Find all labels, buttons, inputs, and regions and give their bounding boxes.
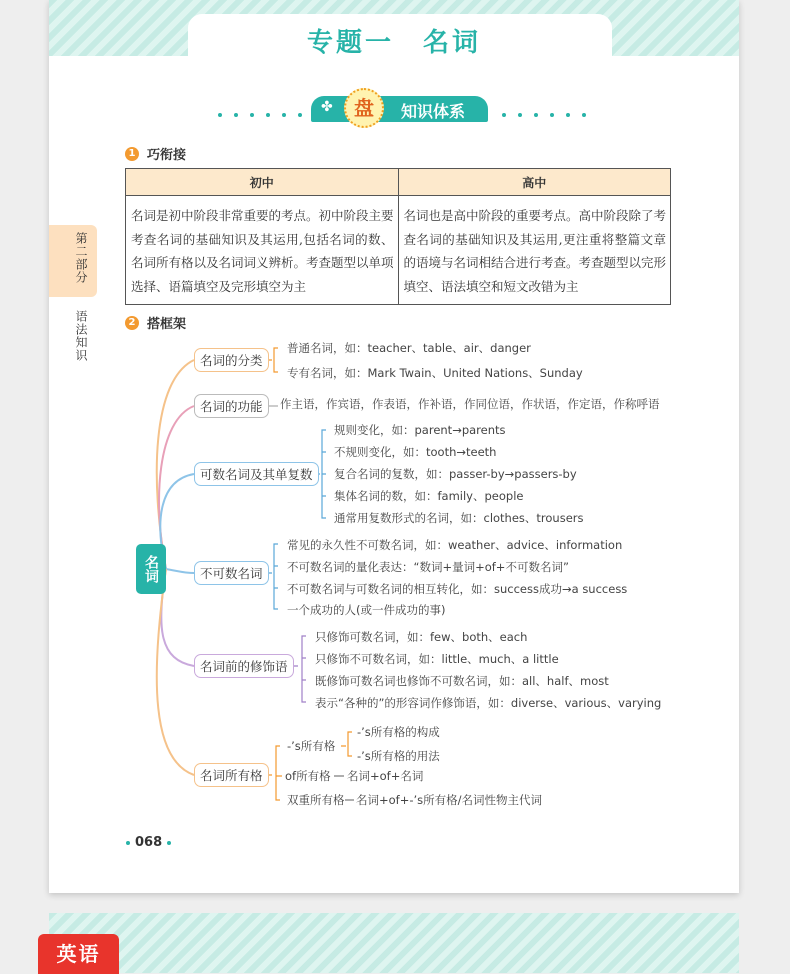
mindmap-root: 名词 xyxy=(136,544,166,594)
banner-label: 知识体系 xyxy=(401,102,466,121)
table-cell-senior: 名词也是高中阶段的重要考点。高中阶段除了考查名词的基础知识及其运用,更注重将整篇文章的语境与名词相结合进行考查。考查题型以完形填空、语法填空和短文改错为主 xyxy=(398,196,671,305)
next-page-header xyxy=(49,913,739,973)
part-label: 第二部分 xyxy=(74,232,88,284)
table-header-senior: 高中 xyxy=(398,169,671,196)
leaf-item: 双重所有格 xyxy=(287,793,345,807)
mindmap-node-possessive: 名词所有格 xyxy=(194,763,269,787)
page-number-text: 068 xyxy=(135,835,163,850)
banner-circle: 盘 xyxy=(344,88,384,128)
leaf-item: 常见的永久性不可数名词，如：weather、advice、information xyxy=(287,538,623,552)
section-label-2: 搭框架 xyxy=(147,317,187,332)
branch-line-5 xyxy=(161,569,194,666)
leaf-item: 名词+of+-’s所有格/名词性物主代词 xyxy=(356,793,543,807)
leaf-item: 规则变化，如：parent→parents xyxy=(334,423,506,437)
bracket-5 xyxy=(292,636,306,702)
mindmap-node-countable: 可数名词及其单复数 xyxy=(194,462,319,486)
leaf-item: 专有名词，如：Mark Twain、United Nations、Sunday xyxy=(287,366,583,380)
table-cell-junior: 名词是初中阶段非常重要的考点。初中阶段主要考查名词的基础知识及其运用,包括名词的数、名词所有格以及名词词义辨析。考查题型以单项选择、语篇填空及完形填空为主 xyxy=(126,196,399,305)
leaf-item: 一个成功的人(或一件成功的事) xyxy=(287,603,446,617)
leaf-item: 作主语，作宾语，作表语，作补语，作同位语，作状语，作定语，作称呼语 xyxy=(280,397,660,411)
leaf-item: 不可数名词与可数名词的相互转化，如：success成功→a success xyxy=(287,582,628,596)
leaf-item: 名词+of+名词 xyxy=(347,769,424,783)
leaf-item: 不可数名词的量化表达：“数词+量词+of+不可数名词” xyxy=(287,560,569,574)
section-label-1: 巧衔接 xyxy=(147,148,187,163)
mindmap-node-classification: 名词的分类 xyxy=(194,348,269,372)
branch-line-4 xyxy=(166,569,194,573)
leaf-item: 只修饰可数名词，如：few、both、each xyxy=(315,630,528,644)
clover-icon: ✤ xyxy=(321,99,333,115)
branch-line-6 xyxy=(157,569,194,775)
leaf-item: 通常用复数形式的名词，如：clothes、trousers xyxy=(334,511,584,525)
page-title: 专题一 名词 xyxy=(306,28,481,58)
table-header-junior: 初中 xyxy=(126,169,399,196)
subject-tab: 英语 xyxy=(38,934,119,974)
leaf-item: 不规则变化，如：tooth→teeth xyxy=(334,445,497,459)
mindmap-node-uncountable: 不可数名词 xyxy=(194,561,269,585)
leaf-item: 复合名词的复数，如：passer-by→passers-by xyxy=(334,467,577,481)
leaf-item: -’s所有格的用法 xyxy=(357,749,440,763)
section-number-1: 1 xyxy=(125,147,139,161)
dot-icon xyxy=(126,841,130,845)
bracket-4 xyxy=(268,544,278,609)
leaf-item: 表示“各种的”的形容词作修饰语，如：diverse、various、varying xyxy=(315,696,662,710)
leaf-item: 普通名词，如：teacher、table、air、danger xyxy=(287,341,531,355)
leaf-item: -’s所有格 xyxy=(287,739,336,753)
mindmap-node-function: 名词的功能 xyxy=(194,394,269,418)
leaf-item: of所有格 xyxy=(285,769,331,783)
leaf-item: 只修饰不可数名词，如：little、much、a little xyxy=(315,652,559,666)
page-number xyxy=(126,835,171,850)
mindmap-node-modifiers: 名词前的修饰语 xyxy=(194,654,294,678)
dot-icon xyxy=(167,841,171,845)
leaf-item: -’s所有格的构成 xyxy=(357,725,440,739)
leaf-item: 集体名词的数，如：family、people xyxy=(334,489,524,503)
subject-label: 语法知识 xyxy=(74,310,88,362)
bracket-6a xyxy=(341,732,352,756)
leaf-item: 既修饰可数名词也修饰不可数名词，如：all、half、most xyxy=(315,674,609,688)
section-number-2: 2 xyxy=(125,316,139,330)
